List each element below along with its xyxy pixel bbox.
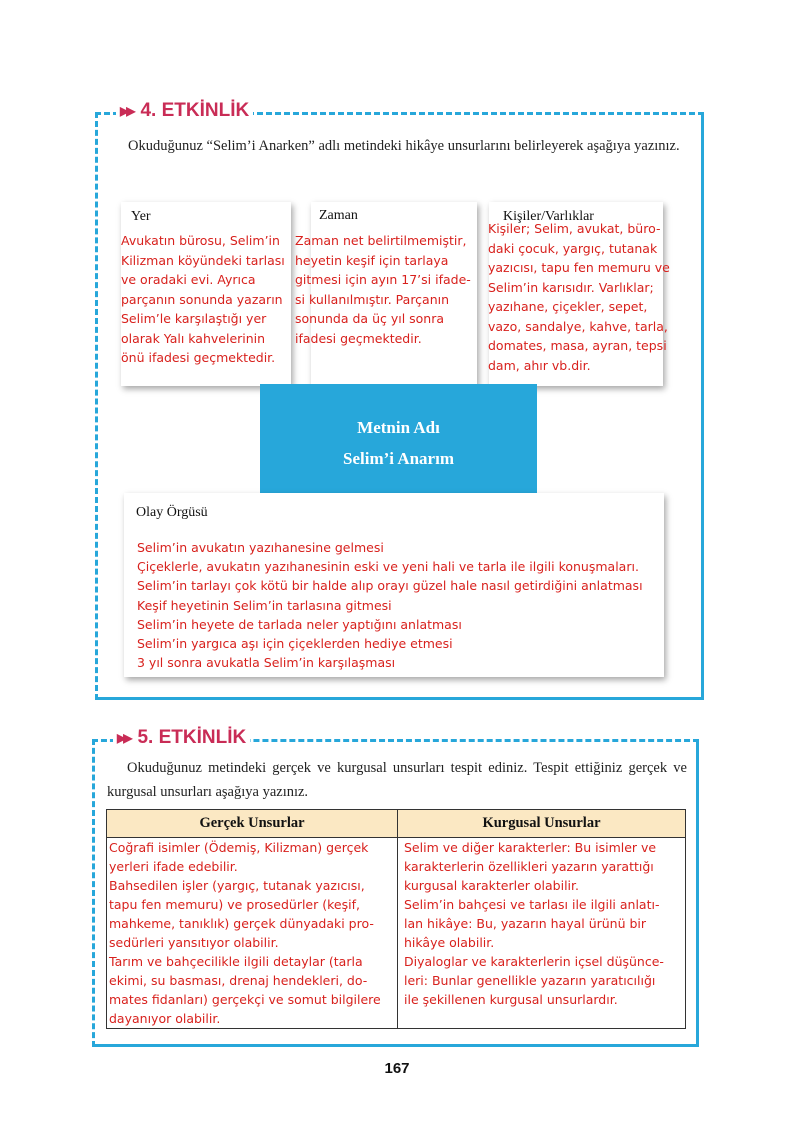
cell-line: lan hikâye: Bu, yazarın hayal ürünü bir [404,916,647,931]
yer-answer [121,231,299,368]
zaman-answer [295,231,480,348]
answer-line: dam, ahır vb.dir. [488,357,591,373]
answer-line: Kişiler; Selim, avukat, büro- [488,221,661,236]
olay-item: Selim’in tarlayı çok kötü bir halde alıp orayı güzel hale nasıl getirdiğini anlatması [137,578,643,594]
metin-adi-label: Metnin Adı [357,418,440,437]
olay-item: Selim’in yargıca aşı için çiçeklerden hediye etmesi [137,636,453,652]
olay-item: Selim’in avukatın yazıhanesine gelmesi [137,540,384,555]
cell-line: mahkeme, tanıklık) gerçek dünyadaki pro- [109,916,374,931]
answer-line: önü ifadesi geçmektedir. [121,350,276,365]
activity5-heading [113,727,250,749]
double-arrow-icon: ▶▶ [117,731,130,745]
yer-title: Yer [131,209,151,224]
table-header-row [107,810,686,838]
kurgusal-cell [398,838,686,1029]
answer-line: vazo, sandalye, kahve, tarla, [488,318,668,334]
table-row [107,838,686,1029]
activity4-heading-text: 4. ETKİNLİK [140,100,250,121]
zaman-title: Zaman [319,208,358,223]
olay-list [137,538,643,672]
answer-line: Selim’le karşılaştığı yer [121,311,267,326]
cell-line: leri: Bunlar genellikle yazarın yaratıcılığı [404,973,656,988]
cell-line: mates fidanları) gerçekçi ve somut bilgilere [109,992,381,1007]
kisiler-answer [488,219,670,375]
answer-line: ifadesi geçmektedir. [295,330,422,346]
cell-line: ekimi, su basması, drenaj hendekleri, do- [109,973,368,988]
gercek-cell [107,838,398,1029]
cell-line: dayanıyor olabilir. [109,1011,221,1026]
answer-line: Selim’in karısıdır. Varlıklar; [488,279,654,295]
units-table [106,809,686,1029]
cell-line: Diyaloglar ve karakterlerin içsel düşünce- [404,954,664,969]
cell-line: Selim’in bahçesi ve tarlası ile ilgili anlatı- [404,897,660,912]
metin-adi-box [260,384,537,493]
answer-line: heyetin keşif için tarlaya [295,252,449,268]
activity5-instruction: Okuduğunuz metindeki gerçek ve kurgusal unsurları tespit ediniz. Tespit ettiğiniz gerçek ve kurgusal unsurları aşağıya yazınız. [107,760,687,800]
answer-line: gitmesi için ayın 17’si ifade- [295,272,471,287]
olay-title: Olay Örgüsü [136,505,208,520]
answer-line: domates, masa, ayran, tepsi [488,338,667,353]
double-arrow-icon: ▶▶ [120,104,133,118]
answer-line: si kullanılmıştır. Parçanın [295,291,450,307]
answer-line: yazıcısı, tapu fen memuru ve [488,260,670,275]
cell-line: kurgusal karakterler olabilir. [404,878,579,893]
activity4-instruction: Okuduğunuz “Selim’i Anarken” adlı metindeki hikâye unsurlarını belirleyerek aşağıya yazınız. [128,138,680,154]
header-kurgusal: Kurgusal Unsurlar [398,810,686,838]
olay-item: 3 yıl sonra avukatla Selim’in karşılaşması [137,655,396,671]
olay-item: Selim’in heyete de tarlada neler yaptığını anlatması [137,616,462,632]
header-gercek: Gerçek Unsurlar [107,810,398,838]
activity5-frame-left [92,739,95,1047]
answer-line: parçanın sonunda yazarın [121,291,283,307]
olay-item: Keşif heyetinin Selim’in tarlasına gitmesi [137,597,392,613]
cell-line: Coğrafi isimler (Ödemiş, Kilizman) gerçek [109,840,369,855]
cell-line: tapu fen memuru) ve prosedürler (keşif, [109,897,360,912]
activity5-heading-text: 5. ETKİNLİK [137,727,247,748]
kisiler-title: Kişiler/Varlıklar [503,209,594,224]
activity4-frame-left [95,112,98,700]
page-number: 167 [384,1060,410,1077]
cell-line: ile şekillenen kurgusal unsurlardır. [404,992,618,1007]
cell-line: karakterlerin özellikleri yazarın yarattığı [404,859,654,874]
answer-line: sonunda da üç yıl sonra [295,311,445,326]
activity4-heading [116,100,253,122]
answer-line: Kilizman köyündeki tarlası [121,252,285,268]
cell-line: Selim ve diğer karakterler: Bu isimler ve [404,840,657,855]
cell-line: Tarım ve bahçecilikle ilgili detaylar (tarla [109,954,363,969]
cell-line: yerleri ifade edebilir. [109,859,238,874]
answer-line: Zaman net belirtilmemiştir, [295,233,467,248]
answer-line: daki çocuk, yargıç, tutanak [488,240,658,256]
answer-line: Avukatın bürosu, Selim’in [121,233,280,248]
metin-adi-title: Selim’i Anarım [343,449,454,468]
answer-line: yazıhane, çiçekler, sepet, [488,299,648,314]
olay-item: Çiçeklerle, avukatın yazıhanesinin eski ve yeni hali ve tarla ile ilgili konuşmaları. [137,559,639,575]
answer-line: ve oradaki evi. Ayrıca [121,272,256,287]
cell-line: hikâye olabilir. [404,935,495,950]
cell-line: Bahsedilen işler (yargıç, tutanak yazıcısı, [109,878,365,893]
answer-line: olarak Yalı kahvelerinin [121,330,266,346]
cell-line: sedürleri yansıtıyor olabilir. [109,935,279,950]
